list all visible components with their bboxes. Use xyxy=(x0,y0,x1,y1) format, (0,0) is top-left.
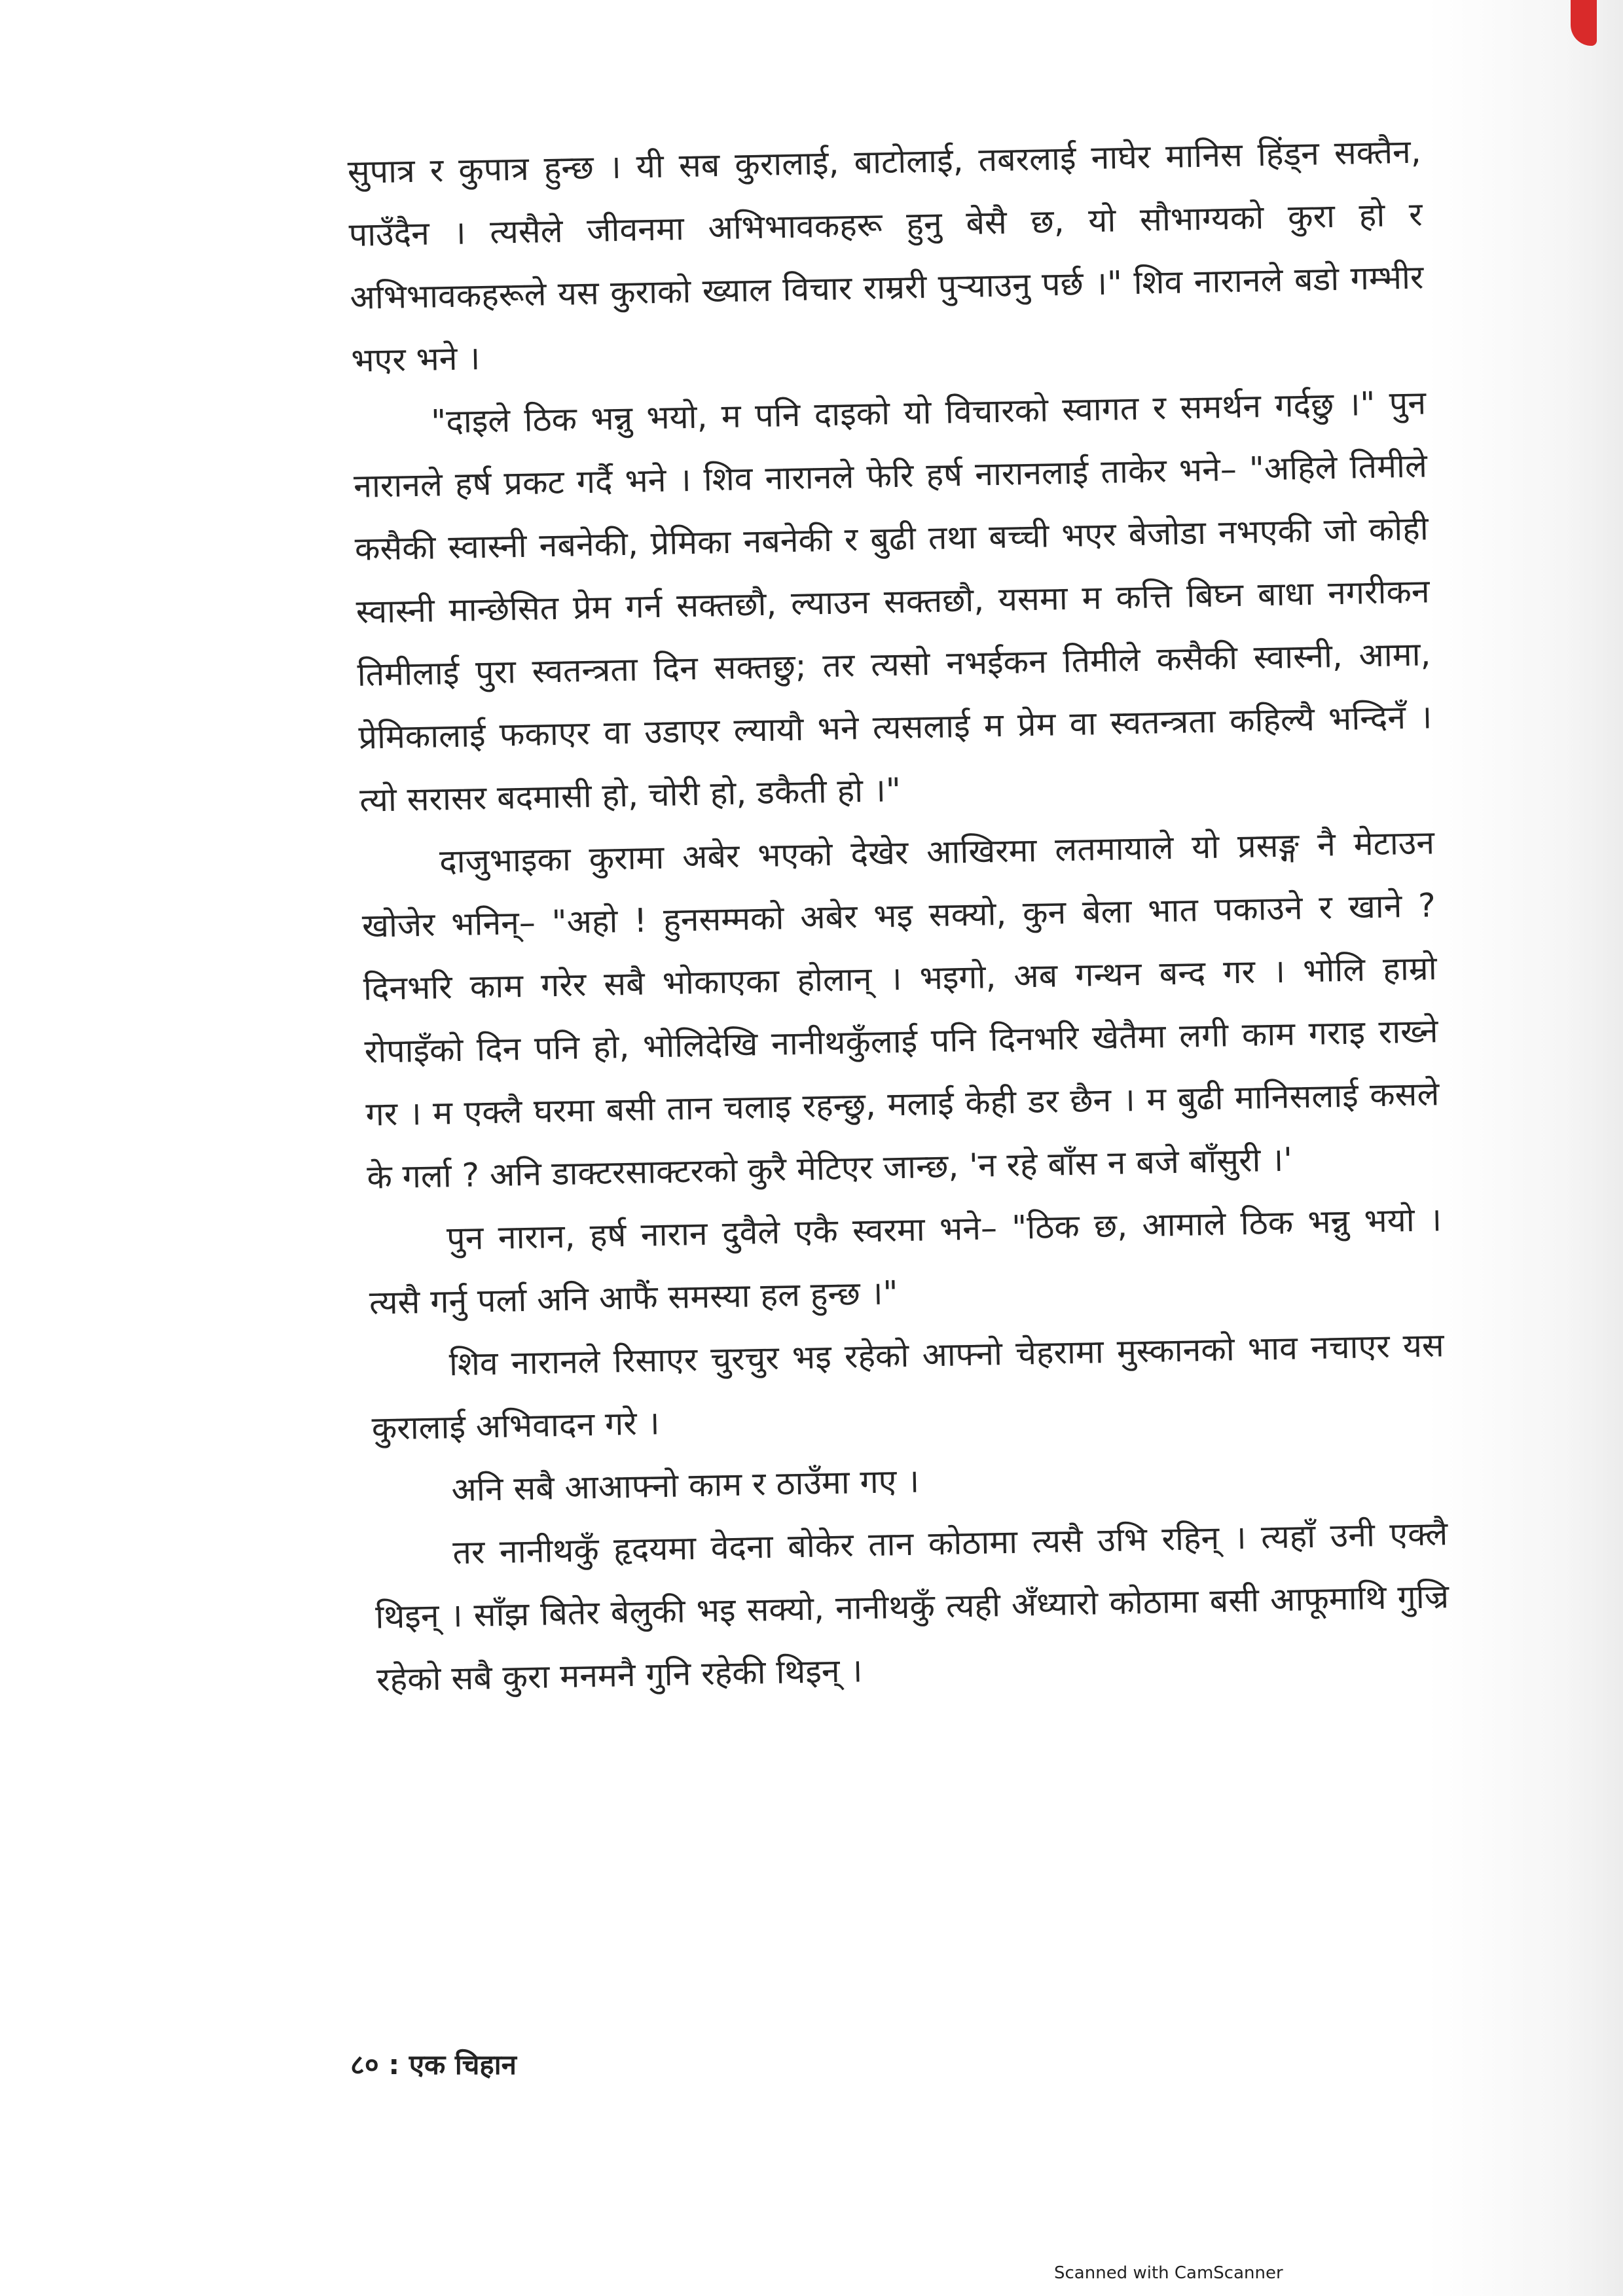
page-number: ८० xyxy=(350,2049,379,2081)
paragraph-6: अनि सबै आआफ्नो काम र ठाउँमा गए । xyxy=(451,1462,920,1509)
paragraph-1: सुपात्र र कुपात्र हुन्छ । यी सब कुरालाई, बाटोलाई, तबरलाई नाघेर मानिस हिंड्न सक्तैन, पाउँदैन । त्यसैले जीवनमा अभिभावकहरू हुनु बेसै छ, यो सौभाग्यको कुरा हो र अभिभावकहरूले यस कुराको ख्याल विचार राम्ररी पुऱ्याउनु पर्छ ।" शिव नारानले बडो गम्भीर भएर भने । xyxy=(347,132,1424,380)
paragraph-5: शिव नारानले रिसाएर चुरचुर भइ रहेको आफ्नो चेहरामा मुस्कानको भाव नचाएर यस कुरालाई अभिवादन गरे । xyxy=(371,1326,1445,1448)
page-body xyxy=(347,120,1451,1712)
footer-separator: : xyxy=(388,2049,400,2081)
scanner-credit: Scanned with CamScanner xyxy=(1054,2263,1283,2283)
scan-page-edge xyxy=(1427,0,1623,2296)
book-title: एक चिहान xyxy=(409,2049,517,2081)
paragraph-2: "दाइले ठिक भन्नु भयो, म पनि दाइको यो विचारको स्वागत र समर्थन गर्दछु ।" पुन नारानले हर्ष प्रकट गर्दै भने । शिव नारानले फेरि हर्ष नारानलाई ताकेर भने– "अहिले तिमीले कसैकी स्वास्नी नबनेकी, प्रेमिका नबनेकी र बुढी तथा बच्ची भएर बेजोडा नभएकी जो कोही स्वास्नी मान्छेसित प्रेम गर्न सक्तछौ, ल्याउन सक्तछौ, यसमा म कत्ति बिघ्न बाधा नगरीकन तिमीलाई पुरा स्वतन्त्रता दिन सक्तछु; तर त्यसो नभईकन तिमीले कसैकी स्वास्नी, आमा, प्रेमिकालाई फकाएर वा उडाएर ल्यायौ भने त्यसलाई म प्रेम वा स्वतन्त्रता कहिल्यै भन्दिनँ । त्यो सरासर बदमासी हो, चोरी हो, डकैती हो ।" xyxy=(353,384,1432,819)
paragraph-4: पुन नारान, हर्ष नारान दुवैले एकै स्वरमा भने– "ठिक छ, आमाले ठिक भन्नु भयो । त्यसै गर्नु पर्ला अनि आफैं समस्या हल हुन्छ ।" xyxy=(369,1200,1442,1322)
paragraph-7: तर नानीथकुँ हृदयमा वेदना बोकेर तान कोठामा त्यसै उभि रहिन् । त्यहाँ उनी एक्लै थिइन् । साँझ बितेर बेलुकी भइ सक्यो, नानीथकुँ त्यही अँध्यारो कोठामा बसी आफूमाथि गुज्रि रहेको सबै कुरा मनमनै गुनि रहेकी थिइन् । xyxy=(374,1515,1450,1699)
page-footer xyxy=(350,2045,517,2083)
paragraph-3: दाजुभाइका कुरामा अबेर भएको देखेर आखिरमा लतमायाले यो प्रसङ्ग नै मेटाउन खोजेर भनिन्– "अहो ! हुनसम्मको अबेर भइ सक्यो, कुन बेला भात पकाउने र खाने ? दिनभरि काम गरेर सबै भोकाएका होलान् । भइगो, अब गन्थन बन्द गर । भोलि हाम्रो रोपाइँको दिन पनि हो, भोलिदेखि नानीथकुँलाई पनि दिनभरि खेतैमा लगी काम गराइ राख्ने गर । म एक्लै घरमा बसी तान चलाइ रहन्छु, मलाई केही डर छैन । म बुढी मानिसलाई कसले के गर्ला ? अनि डाक्टरसाक्टरको कुरै मेटिएर जान्छ, 'न रहे बाँस न बजे बाँसुरी ।' xyxy=(361,823,1440,1196)
